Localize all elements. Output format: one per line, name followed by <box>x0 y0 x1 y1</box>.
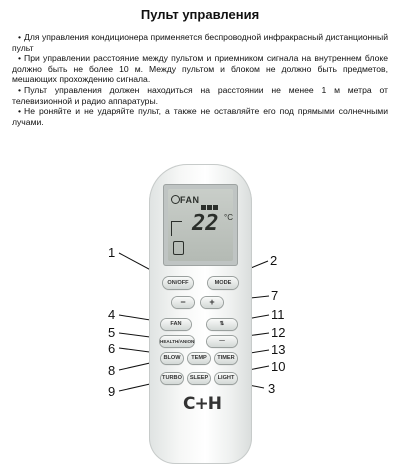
sleep-button[interactable]: SLEEP <box>188 373 210 384</box>
page-title: Пульт управления <box>140 7 260 22</box>
callout-8: 8 <box>108 363 116 378</box>
temp-button[interactable]: TEMP <box>188 353 210 364</box>
fan-button[interactable]: FAN <box>161 319 191 330</box>
on-off-button[interactable]: ON/OFF <box>163 277 193 289</box>
callout-11: 11 <box>271 307 285 322</box>
paragraph-1-text: Для управления кондиционера применяется беспроводной инфракрасный дистанционный пульт <box>12 32 388 53</box>
fan-bar <box>201 205 206 210</box>
callout-2: 2 <box>270 253 278 268</box>
swing-button[interactable]: ⇅ <box>207 319 237 330</box>
bullet: • <box>18 53 22 64</box>
paragraph-2-text: При управлении расстояние между пультом и приемником сигнала на внутреннем блоке должно быть не более 10 м. Между пультом и блоком не должно быть предметов, мешающих прохождению сигнала. <box>12 53 388 85</box>
health-anion-button[interactable]: HEALTH/ANION <box>160 336 194 347</box>
light-button[interactable]: LIGHT <box>215 373 237 384</box>
turbo-button[interactable]: TURBO <box>161 373 183 384</box>
remote-control <box>149 164 252 464</box>
lcd-mode: FAN <box>180 195 200 205</box>
callout-4: 4 <box>108 307 116 322</box>
callout-12: 12 <box>271 325 286 340</box>
lcd-display <box>168 189 233 261</box>
callout-5: 5 <box>108 325 116 340</box>
mode-button[interactable]: MODE <box>208 277 238 289</box>
callout-1: 1 <box>108 245 116 260</box>
bullet: • <box>18 106 22 117</box>
blow-button[interactable]: BLOW <box>161 353 183 364</box>
temp-plus-button[interactable]: + <box>201 297 223 308</box>
bullet: • <box>18 84 22 95</box>
bullet: • <box>18 32 22 42</box>
paragraph-4-text: Не роняйте и не ударяйте пульт, а также не оставляйте его под прямыми солнечными лучами. <box>12 106 388 127</box>
callout-3: 3 <box>268 381 276 396</box>
swing-indicator <box>171 221 182 236</box>
timer-button[interactable]: TIMER <box>215 353 237 364</box>
callout-7: 7 <box>271 288 279 303</box>
lcd-frame <box>163 184 238 266</box>
person-icon <box>173 241 184 255</box>
lcd-unit: °C <box>224 213 233 222</box>
paragraph-3-text: Пульт управления должен находиться на расстоянии не менее 1 м метра от телевизионной и радио аппаратуры. <box>12 84 388 106</box>
fan-speed-bars <box>201 197 229 203</box>
callout-10: 10 <box>271 359 286 374</box>
temp-minus-button[interactable]: − <box>172 297 194 308</box>
brand-logo: C+H <box>183 394 221 414</box>
fan-bar <box>207 205 212 210</box>
lcd-temperature: 22 <box>192 211 219 236</box>
fan-bar <box>213 205 218 210</box>
callout-13: 13 <box>271 342 286 357</box>
dash-button[interactable]: — <box>207 336 237 347</box>
callout-9: 9 <box>108 384 116 399</box>
fan-icon <box>171 195 180 204</box>
callout-6: 6 <box>108 341 116 356</box>
